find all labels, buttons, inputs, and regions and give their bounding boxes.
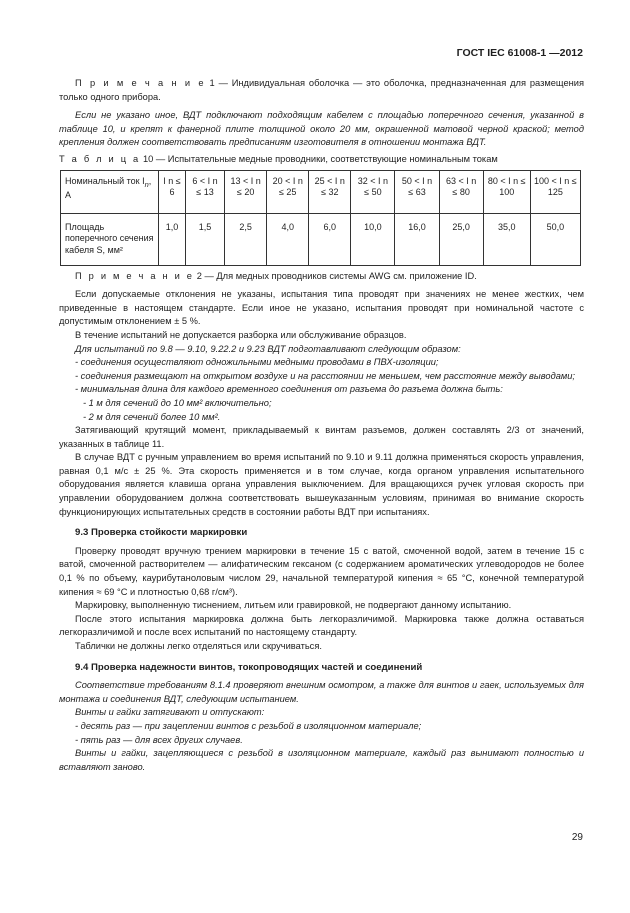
table-row-section: [61, 213, 581, 265]
paragraph-labels: Таблички не должны легко отделяться или скручиваться.: [75, 641, 322, 651]
list-item: - соединения осуществляют одножильными медными проводами в ПВХ-изоляции;: [75, 357, 439, 368]
section-heading-9-3: 9.3 Проверка стойкости маркировки: [75, 527, 248, 539]
conductor-table: [60, 170, 581, 266]
table-cell: 4,0: [267, 213, 309, 265]
list-item: - пять раз — для всех других случаев.: [75, 734, 243, 745]
paragraph-marking-test: Проверку проводят вручную трением маркировки в течение 15 с ватой, смоченной водой, затем в течение 15 с ватой, смоченной растворителем — алифатическим гексаном (с содержанием ароматических углеводородов не более 0,1 % по объему, каурибутаноловым числом 29, начальной температурой кипения ≈ 65 °С, конечной температурой кипения ≈ 69 °С и плотностью 0,68 г/см³).: [59, 545, 584, 597]
paragraph-marking-legible: После этого испытания маркировка должна быть легкоразличимой. Маркировка также должна оставаться легкоразличимой и после всех испытаний по настоящему стандарту.: [59, 613, 584, 638]
list-item: - минимальная длина для каждого временного соединения от разъема до разъема должна быть:: [75, 384, 503, 395]
row-header-current: Номинальный ток $I_n$, А: [61, 170, 159, 213]
note-2: [59, 270, 584, 284]
paragraph-cable: Если не указано иное, ВДТ подключают подходящим кабелем с площадью поперечного сечения, указанной в таблице 10, и крепят к фанерной плите толщиной около 20 мм, окрашенной матовой черной краской; метод крепления должен соответствовать предписаниям изготовителя в отношении монтажа ВДТ.: [59, 110, 584, 148]
table-cell: 50 < I n ≤ 63: [395, 170, 439, 213]
document-header: ГОСТ IEC 61008-1 —2012: [456, 47, 583, 59]
paragraph-screws-remove: Винты и гайки, зацепляющиеся с резьбой в изоляционном материале, каждый раз вынимают полностью и вставляют заново.: [59, 748, 584, 772]
table-cell: 32 < I n ≤ 50: [351, 170, 395, 213]
page-number: 29: [571, 832, 583, 843]
page-content: [59, 77, 584, 774]
note-label: П р и м е ч а н и е: [75, 270, 195, 281]
table-cell: 25,0: [439, 213, 483, 265]
table-cell: 16,0: [395, 213, 439, 265]
table-cell: 50,0: [530, 213, 580, 265]
paragraph-preparation: Для испытаний по 9.8 — 9.10, 9.22.2 и 9.23 ВДТ подготавливают следующим образом:: [75, 343, 461, 354]
paragraph-deviations: Если допускаемые отклонения не указаны, испытания типа проводят при значениях не менее жестких, чем приведенные в настоящем стандарте. Если иное не указано, испытания проводят при номинальной частоте с допустимым отклонением ± 5 %.: [59, 289, 584, 327]
table-cell: 100 < I n ≤ 125: [530, 170, 580, 213]
note-1: [59, 77, 584, 104]
table-cell: 2,5: [225, 213, 267, 265]
table-cell: 1,0: [159, 213, 186, 265]
table-cell: I n ≤ 6: [159, 170, 186, 213]
table-cell: 1,5: [185, 213, 224, 265]
paragraph-screws-check: Соответствие требованиям 8.1.4 проверяют внешним осмотром, а также для винтов и гаек, используемых для монтажа и соединения ВДТ, следующим испытанием.: [59, 680, 584, 704]
list-subitem: - 2 м для сечений более 10 мм².: [83, 411, 221, 422]
note-1-text: 1 — Индивидуальная оболочка — это оболочка, предназначенная для размещения только одного прибора.: [59, 78, 584, 102]
table-cell: 10,0: [351, 213, 395, 265]
paragraph-torque: Затягивающий крутящий момент, прикладываемый к винтам разъемов, должен составлять 2/3 от значений, указанных в таблице 11.: [59, 425, 584, 449]
table-caption: [59, 153, 584, 167]
list-item: - десять раз — при зацеплении винтов с резьбой в изоляционном материале;: [75, 720, 422, 731]
list-subitem: - 1 м для сечений до 10 мм² включительно;: [83, 397, 272, 408]
row-header-section: Площадь поперечного сечения кабеля S, мм²: [61, 213, 159, 265]
note-2-text: 2 — Для медных проводников системы AWG см. приложение ID.: [194, 270, 477, 281]
table-label: Т а б л и ц а: [59, 153, 141, 164]
section-heading-9-4: 9.4 Проверка надежности винтов, токопроводящих частей и соединений: [75, 661, 423, 673]
table-cell: 63 < I n ≤ 80: [439, 170, 483, 213]
paragraph-manual-operation: В случае ВДТ с ручным управлением во время испытаний по 9.10 и 9.11 должна применяться скорость управления, равная 0,1 м/с ± 25 %. Эта скорость применяется и в том случае, когда органом управления испытательного оборудования является клавиша органа управления выключением. Для вращающихся ручек угловая скорость при управлении оборудованием должна соответствовать вышеуказанным условиям, принимая во внимание скорость функционирующих испытательных средств в состоянии работы ВДТ при испытаниях.: [59, 452, 584, 517]
table-cell: 13 < I n ≤ 20: [225, 170, 267, 213]
table-cell: 6,0: [309, 213, 351, 265]
list-item: - соединения размещают на открытом воздухе и на расстоянии не меньшем, чем расстояние между выводами;: [75, 370, 576, 381]
table-cell: 80 < I n ≤ 100: [483, 170, 530, 213]
table-cell: 20 < I n ≤ 25: [267, 170, 309, 213]
table-row-current: [61, 170, 581, 213]
table-cell: 25 < I n ≤ 32: [309, 170, 351, 213]
paragraph-marking-exempt: Маркировку, выполненную тиснением, литьем или гравировкой, не подвергают данному испытанию.: [75, 600, 512, 611]
paragraph-screws-tighten: Винты и гайки затягивают и отпускают:: [75, 707, 265, 718]
paragraph-no-disassembly: В течение испытаний не допускается разборка или обслуживание образцов.: [75, 329, 407, 340]
table-cell: 6 < I n ≤ 13: [185, 170, 224, 213]
table-caption-text: 10 — Испытательные медные проводники, соответствующие номинальным токам: [140, 153, 498, 164]
note-label: П р и м е ч а н и е: [75, 78, 206, 88]
table-cell: 35,0: [483, 213, 530, 265]
